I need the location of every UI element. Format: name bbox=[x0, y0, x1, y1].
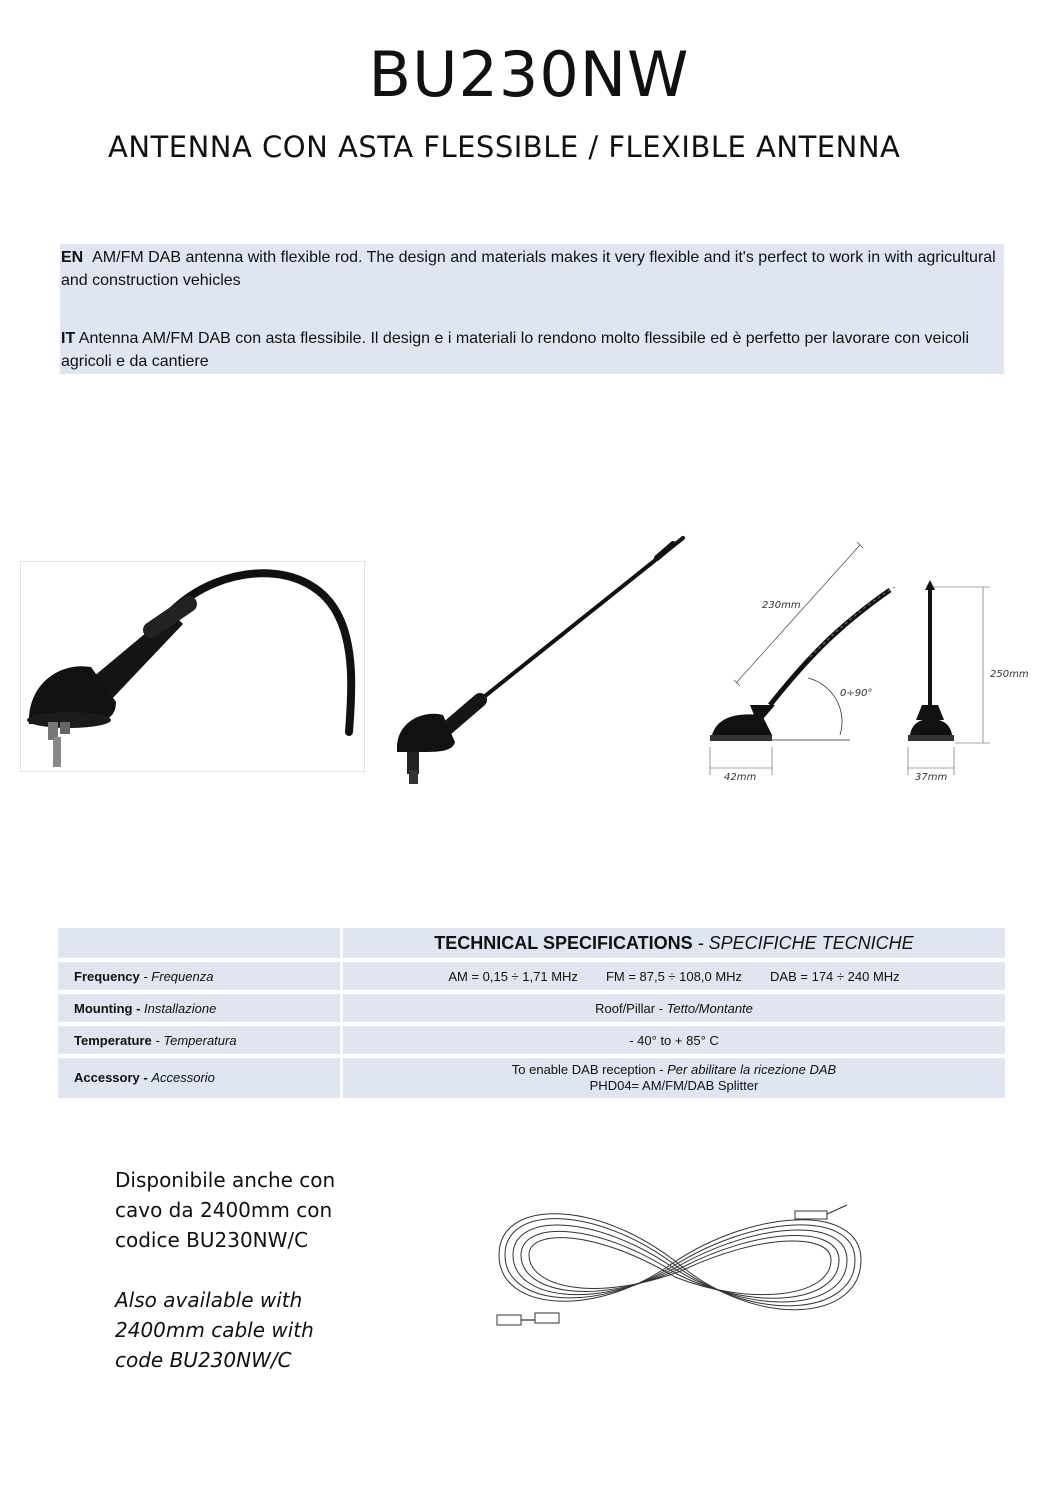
dim-rod-length: 230mm bbox=[762, 600, 801, 611]
spec-row-frequency bbox=[58, 962, 1005, 990]
dim-height: 250mm bbox=[990, 669, 1029, 680]
description-it bbox=[61, 327, 1004, 373]
description-en-text: AM/FM DAB antenna with flexible rod. The design and materials makes it very flexible and it's perfect to work in with agricultural and construction vehicles bbox=[61, 249, 996, 289]
spec-value-frequency: AM = 0,15 ÷ 1,71 MHz FM = 87,5 ÷ 108,0 MHz DAB = 174 ÷ 240 MHz bbox=[343, 962, 1005, 990]
spec-label: Temperature - Temperatura bbox=[58, 1026, 340, 1054]
antenna-photo-straight bbox=[385, 530, 695, 790]
product-subtitle: ANTENNA CON ASTA FLESSIBLE / FLEXIBLE ANTENNA bbox=[108, 130, 901, 164]
availability-en-line: code BU230NW/C bbox=[115, 1348, 292, 1372]
availability-it-line: Disponibile anche con bbox=[115, 1168, 336, 1192]
availability-note bbox=[115, 1165, 385, 1375]
spec-value-accessory: To enable DAB reception - Per abilitare la ricezione DAB PHD04= AM/FM/DAB Splitter bbox=[343, 1058, 1005, 1098]
dim-angle: 0÷90° bbox=[840, 688, 873, 699]
antenna-technical-drawing bbox=[700, 535, 1030, 785]
product-code-title: BU230NW bbox=[368, 38, 690, 111]
spec-value-temperature: - 40° to + 85° C bbox=[343, 1026, 1005, 1054]
spec-header-row bbox=[58, 928, 1005, 958]
dim-base-width: 37mm bbox=[915, 772, 948, 783]
spec-row-accessory bbox=[58, 1058, 1005, 1098]
availability-en-line: Also available with bbox=[115, 1288, 303, 1312]
dim-base-length: 42mm bbox=[724, 772, 757, 783]
tech-specs-table bbox=[55, 924, 1008, 1102]
description-box bbox=[60, 244, 1004, 374]
spec-row-mounting bbox=[58, 994, 1005, 1022]
description-it-text: Antenna AM/FM DAB con asta flessibile. Il design e i materiali lo rendono molto flessibile ed è perfetto per lavorare con veicoli agricoli e da cantiere bbox=[61, 330, 970, 370]
description-en bbox=[61, 246, 1004, 292]
spec-label: Mounting - Installazione bbox=[58, 994, 340, 1022]
spec-label: Frequency - Frequenza bbox=[58, 962, 340, 990]
spec-header: TECHNICAL SPECIFICATIONS - SPECIFICHE TECNICHE bbox=[343, 928, 1005, 958]
spec-label: Accessory - Accessorio bbox=[58, 1058, 340, 1098]
coiled-cable-image bbox=[495, 1195, 865, 1345]
spec-row-temperature bbox=[58, 1026, 1005, 1054]
lang-tag-en: EN bbox=[61, 249, 84, 266]
antenna-photo-bent bbox=[20, 561, 365, 772]
availability-it-line: codice BU230NW/C bbox=[115, 1228, 309, 1252]
spec-value-mounting: Roof/Pillar - Tetto/Montante bbox=[343, 994, 1005, 1022]
availability-en-line: 2400mm cable with bbox=[115, 1318, 314, 1342]
availability-it-line: cavo da 2400mm con bbox=[115, 1198, 333, 1222]
lang-tag-it: IT bbox=[61, 330, 76, 347]
